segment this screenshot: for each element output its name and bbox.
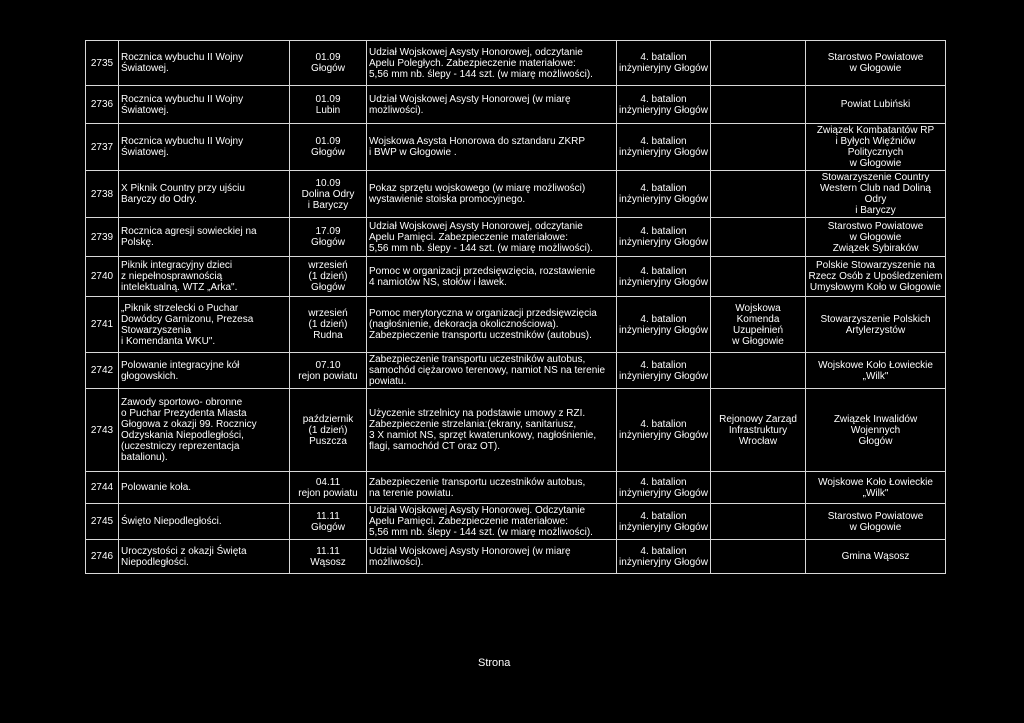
cell-event-name: Rocznica wybuchu II Wojny Światowej. bbox=[119, 41, 290, 86]
cell-number: 2736 bbox=[86, 86, 119, 124]
cell-number: 2737 bbox=[86, 124, 119, 171]
cell-support-scope: Udział Wojskowej Asysty Honorowej. Odczytanie Apelu Pamięci. Zabezpieczenie materiałowe: 5,56 mm nb. ślepy - 144 szt. (w miarę możliwości). bbox=[367, 504, 617, 540]
cell-event-name: Piknik integracyjny dzieci z niepełnosprawnością intelektualną. WTZ „Arka". bbox=[119, 257, 290, 297]
cell-military-unit: 4. batalion inżynieryjny Głogów bbox=[617, 504, 711, 540]
cell-cooperating bbox=[711, 472, 806, 504]
table-row bbox=[86, 297, 946, 353]
cell-event-name: X Piknik Country przy ujściu Baryczy do Odry. bbox=[119, 171, 290, 218]
cell-support-scope: Udział Wojskowej Asysty Honorowej, odczytanie Apelu Pamięci. Zabezpieczenie materiałowe: 5,56 mm nb. ślepy - 144 szt. (w miarę możliwości). bbox=[367, 218, 617, 257]
page-label: Strona bbox=[478, 657, 511, 669]
cell-cooperating bbox=[711, 171, 806, 218]
table-row bbox=[86, 41, 946, 86]
cell-date-place: 11.11 Głogów bbox=[290, 504, 367, 540]
table-row bbox=[86, 86, 946, 124]
cell-number: 2746 bbox=[86, 540, 119, 574]
cell-military-unit: 4. batalion inżynieryjny Głogów bbox=[617, 472, 711, 504]
cell-support-scope: Zabezpieczenie transportu uczestników autobus, samochód ciężarowo terenowy, namiot NS na terenie powiatu. bbox=[367, 353, 617, 389]
cell-military-unit: 4. batalion inżynieryjny Głogów bbox=[617, 41, 711, 86]
cell-cooperating bbox=[711, 257, 806, 297]
cell-cooperating: Wojskowa Komenda Uzupełnień w Głogowie bbox=[711, 297, 806, 353]
cell-number: 2735 bbox=[86, 41, 119, 86]
cell-number: 2743 bbox=[86, 389, 119, 472]
cell-organizer: Starostwo Powiatowe w Głogowie Związek Sybiraków bbox=[806, 218, 946, 257]
cell-military-unit: 4. batalion inżynieryjny Głogów bbox=[617, 540, 711, 574]
cell-support-scope: Pomoc merytoryczna w organizacji przedsięwzięcia (nagłośnienie, dekoracja okolicznościowa). Zabezpieczenie transportu uczestników (autobus). bbox=[367, 297, 617, 353]
cell-cooperating bbox=[711, 353, 806, 389]
cell-date-place: październik (1 dzień) Puszcza bbox=[290, 389, 367, 472]
events-table bbox=[85, 40, 946, 574]
cell-number: 2738 bbox=[86, 171, 119, 218]
cell-event-name: Święto Niepodległości. bbox=[119, 504, 290, 540]
cell-military-unit: 4. batalion inżynieryjny Głogów bbox=[617, 86, 711, 124]
cell-date-place: 01.09 Głogów bbox=[290, 124, 367, 171]
cell-organizer: Powiat Lubiński bbox=[806, 86, 946, 124]
table-row bbox=[86, 540, 946, 574]
cell-number: 2742 bbox=[86, 353, 119, 389]
cell-cooperating bbox=[711, 504, 806, 540]
cell-date-place: 07.10 rejon powiatu bbox=[290, 353, 367, 389]
cell-date-place: 10.09 Dolina Odry i Baryczy bbox=[290, 171, 367, 218]
cell-number: 2741 bbox=[86, 297, 119, 353]
cell-organizer: Związek Kombatantów RP i Byłych Więźniów Politycznych w Głogowie bbox=[806, 124, 946, 171]
cell-event-name: Rocznica wybuchu II Wojny Światowej. bbox=[119, 86, 290, 124]
cell-event-name: Polowanie koła. bbox=[119, 472, 290, 504]
cell-military-unit: 4. batalion inżynieryjny Głogów bbox=[617, 257, 711, 297]
cell-military-unit: 4. batalion inżynieryjny Głogów bbox=[617, 218, 711, 257]
cell-organizer: Stowarzyszenie Polskich Artylerzystów bbox=[806, 297, 946, 353]
cell-military-unit: 4. batalion inżynieryjny Głogów bbox=[617, 353, 711, 389]
table-row bbox=[86, 472, 946, 504]
cell-event-name: Rocznica agresji sowieckiej na Polskę. bbox=[119, 218, 290, 257]
cell-organizer: Starostwo Powiatowe w Głogowie bbox=[806, 504, 946, 540]
cell-cooperating bbox=[711, 218, 806, 257]
cell-date-place: wrzesień (1 dzień) Głogów bbox=[290, 257, 367, 297]
cell-military-unit: 4. batalion inżynieryjny Głogów bbox=[617, 297, 711, 353]
cell-event-name: Rocznica wybuchu II Wojny Światowej. bbox=[119, 124, 290, 171]
cell-cooperating bbox=[711, 540, 806, 574]
table-row bbox=[86, 389, 946, 472]
cell-organizer: Gmina Wąsosz bbox=[806, 540, 946, 574]
cell-event-name: Uroczystości z okazji Święta Niepodległości. bbox=[119, 540, 290, 574]
cell-support-scope: Pokaz sprzętu wojskowego (w miarę możliwości) wystawienie stoiska promocyjnego. bbox=[367, 171, 617, 218]
cell-support-scope: Udział Wojskowej Asysty Honorowej (w miarę możliwości). bbox=[367, 540, 617, 574]
cell-organizer: Stowarzyszenie Country Western Club nad Doliną Odry i Baryczy bbox=[806, 171, 946, 218]
cell-support-scope: Udział Wojskowej Asysty Honorowej, odczytanie Apelu Poległych. Zabezpieczenie materiałowe: 5,56 mm nb. ślepy - 144 szt. (w miarę możliwości). bbox=[367, 41, 617, 86]
cell-number: 2745 bbox=[86, 504, 119, 540]
cell-military-unit: 4. batalion inżynieryjny Głogów bbox=[617, 389, 711, 472]
cell-date-place: 01.09 Głogów bbox=[290, 41, 367, 86]
cell-military-unit: 4. batalion inżynieryjny Głogów bbox=[617, 171, 711, 218]
cell-date-place: 04.11 rejon powiatu bbox=[290, 472, 367, 504]
cell-event-name: Polowanie integracyjne kół głogowskich. bbox=[119, 353, 290, 389]
cell-support-scope: Pomoc w organizacji przedsięwzięcia, rozstawienie 4 namiotów NS, stołów i ławek. bbox=[367, 257, 617, 297]
cell-event-name: Zawody sportowo- obronne o Puchar Prezydenta Miasta Głogowa z okazji 99. Rocznicy Odzyskania Niepodległości, (uczestniczy reprezentacja batalionu). bbox=[119, 389, 290, 472]
cell-support-scope: Użyczenie strzelnicy na podstawie umowy z RZI. Zabezpieczenie strzelania:(ekrany, sanitariusz, 3 X namiot NS, sprzęt kwaterunkowy, nagłośnienie, flagi, samochód CT oraz OT). bbox=[367, 389, 617, 472]
cell-date-place: 17.09 Głogów bbox=[290, 218, 367, 257]
cell-organizer: Wojskowe Koło Łowieckie „Wilk" bbox=[806, 472, 946, 504]
cell-number: 2739 bbox=[86, 218, 119, 257]
cell-date-place: 01.09 Lubin bbox=[290, 86, 367, 124]
cell-cooperating bbox=[711, 86, 806, 124]
cell-number: 2740 bbox=[86, 257, 119, 297]
table-row bbox=[86, 218, 946, 257]
cell-date-place: 11.11 Wąsosz bbox=[290, 540, 367, 574]
cell-support-scope: Wojskowa Asysta Honorowa do sztandaru ZKRP i BWP w Głogowie . bbox=[367, 124, 617, 171]
table-row bbox=[86, 353, 946, 389]
cell-organizer: Polskie Stowarzyszenie na Rzecz Osób z Upośledzeniem Umysłowym Koło w Głogowie bbox=[806, 257, 946, 297]
cell-cooperating bbox=[711, 41, 806, 86]
cell-organizer: Wojskowe Koło Łowieckie „Wilk" bbox=[806, 353, 946, 389]
cell-organizer: Związek Inwalidów Wojennych Głogów bbox=[806, 389, 946, 472]
cell-organizer: Starostwo Powiatowe w Głogowie bbox=[806, 41, 946, 86]
cell-support-scope: Udział Wojskowej Asysty Honorowej (w miarę możliwości). bbox=[367, 86, 617, 124]
cell-support-scope: Zabezpieczenie transportu uczestników autobus, na terenie powiatu. bbox=[367, 472, 617, 504]
table-row bbox=[86, 171, 946, 218]
cell-number: 2744 bbox=[86, 472, 119, 504]
cell-date-place: wrzesień (1 dzień) Rudna bbox=[290, 297, 367, 353]
table-row bbox=[86, 257, 946, 297]
cell-military-unit: 4. batalion inżynieryjny Głogów bbox=[617, 124, 711, 171]
table-row bbox=[86, 504, 946, 540]
cell-cooperating: Rejonowy Zarząd Infrastruktury Wrocław bbox=[711, 389, 806, 472]
cell-cooperating bbox=[711, 124, 806, 171]
cell-event-name: „Piknik strzelecki o Puchar Dowódcy Garnizonu, Prezesa Stowarzyszenia i Komendanta WKU". bbox=[119, 297, 290, 353]
table-row bbox=[86, 124, 946, 171]
